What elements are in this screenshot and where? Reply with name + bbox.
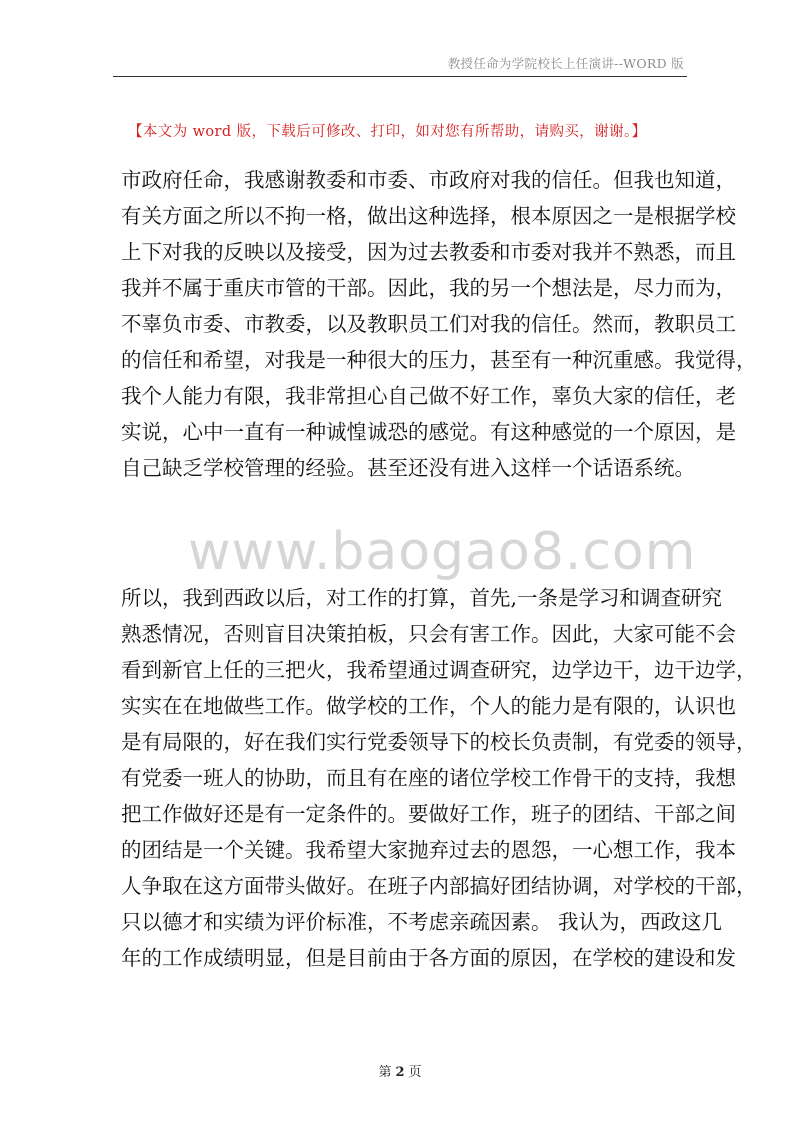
text-line: 年的工作成绩明显，但是目前由于各方面的原因，在学校的建设和发 <box>121 946 736 970</box>
page-number: 2 <box>395 1065 405 1080</box>
header-divider <box>113 76 687 77</box>
text-line: 看到新官上任的三把火，我希望通过调查研究，边学边干，边干边学， <box>121 658 757 682</box>
footer-suffix: 页 <box>408 1065 422 1080</box>
watermark: www.baogao8.com <box>188 522 697 582</box>
text-line: 有党委一班人的协助，而且有在座的诸位学校工作骨干的支持，我想 <box>121 766 736 790</box>
text-line: 人争取在这方面带头做好。在班子内部搞好团结协调，对学校的干部， <box>121 874 757 898</box>
body-paragraph-1 <box>121 162 757 486</box>
text-line: 的团结是一个关键。我希望大家抛弃过去的恩怨，一心想工作，我本 <box>121 838 736 862</box>
footer-prefix: 第 <box>378 1065 392 1080</box>
text-line: 把工作做好还是有一定条件的。要做好工作，班子的团结、干部之间 <box>121 802 736 826</box>
text-line: 的信任和希望，对我是一种很大的压力，甚至有一种沉重感。我觉得， <box>121 348 757 372</box>
body-paragraph-2 <box>121 580 757 976</box>
text-line: 有关方面之所以不拘一格，做出这种选择，根本原因之一是根据学校 <box>121 204 736 228</box>
running-header: 教授任命为学院校长上任演讲--WORD 版 <box>447 56 684 71</box>
download-notice: 【本文为 word 版，下载后可修改、打印，如对您有所帮助，请购买，谢谢。】 <box>128 124 647 140</box>
text-line: 市政府任命，我感谢教委和市委、市政府对我的信任。但我也知道， <box>121 168 736 192</box>
text-line: 只以德才和实绩为评价标准，不考虑亲疏因素。 我认为，西政这几 <box>121 910 723 934</box>
text-line: 熟悉情况，否则盲目决策拍板，只会有害工作。因此，大家可能不会 <box>121 622 736 646</box>
text-line: 自己缺乏学校管理的经验。甚至还没有进入这样一个话语系统。 <box>121 456 695 480</box>
text-line: 所以，我到西政以后，对工作的打算，首先,一条是学习和调查研究 <box>121 586 723 610</box>
page-footer <box>0 1061 800 1080</box>
text-line: 不辜负市委、市教委，以及教职员工们对我的信任。然而，教职员工 <box>121 312 736 336</box>
text-line: 实说，心中一直有一种诚惶诚恐的感觉。有这种感觉的一个原因，是 <box>121 420 736 444</box>
text-line: 我并不属于重庆市管的干部。因此，我的另一个想法是，尽力而为， <box>121 276 736 300</box>
text-line: 我个人能力有限，我非常担心自己做不好工作，辜负大家的信任，老 <box>121 384 736 408</box>
text-line: 实实在在地做些工作。做学校的工作，个人的能力是有限的，认识也 <box>121 694 736 718</box>
text-line: 上下对我的反映以及接受，因为过去教委和市委对我并不熟悉，而且 <box>121 240 736 264</box>
text-line: 是有局限的，好在我们实行党委领导下的校长负责制，有党委的领导， <box>121 730 757 754</box>
